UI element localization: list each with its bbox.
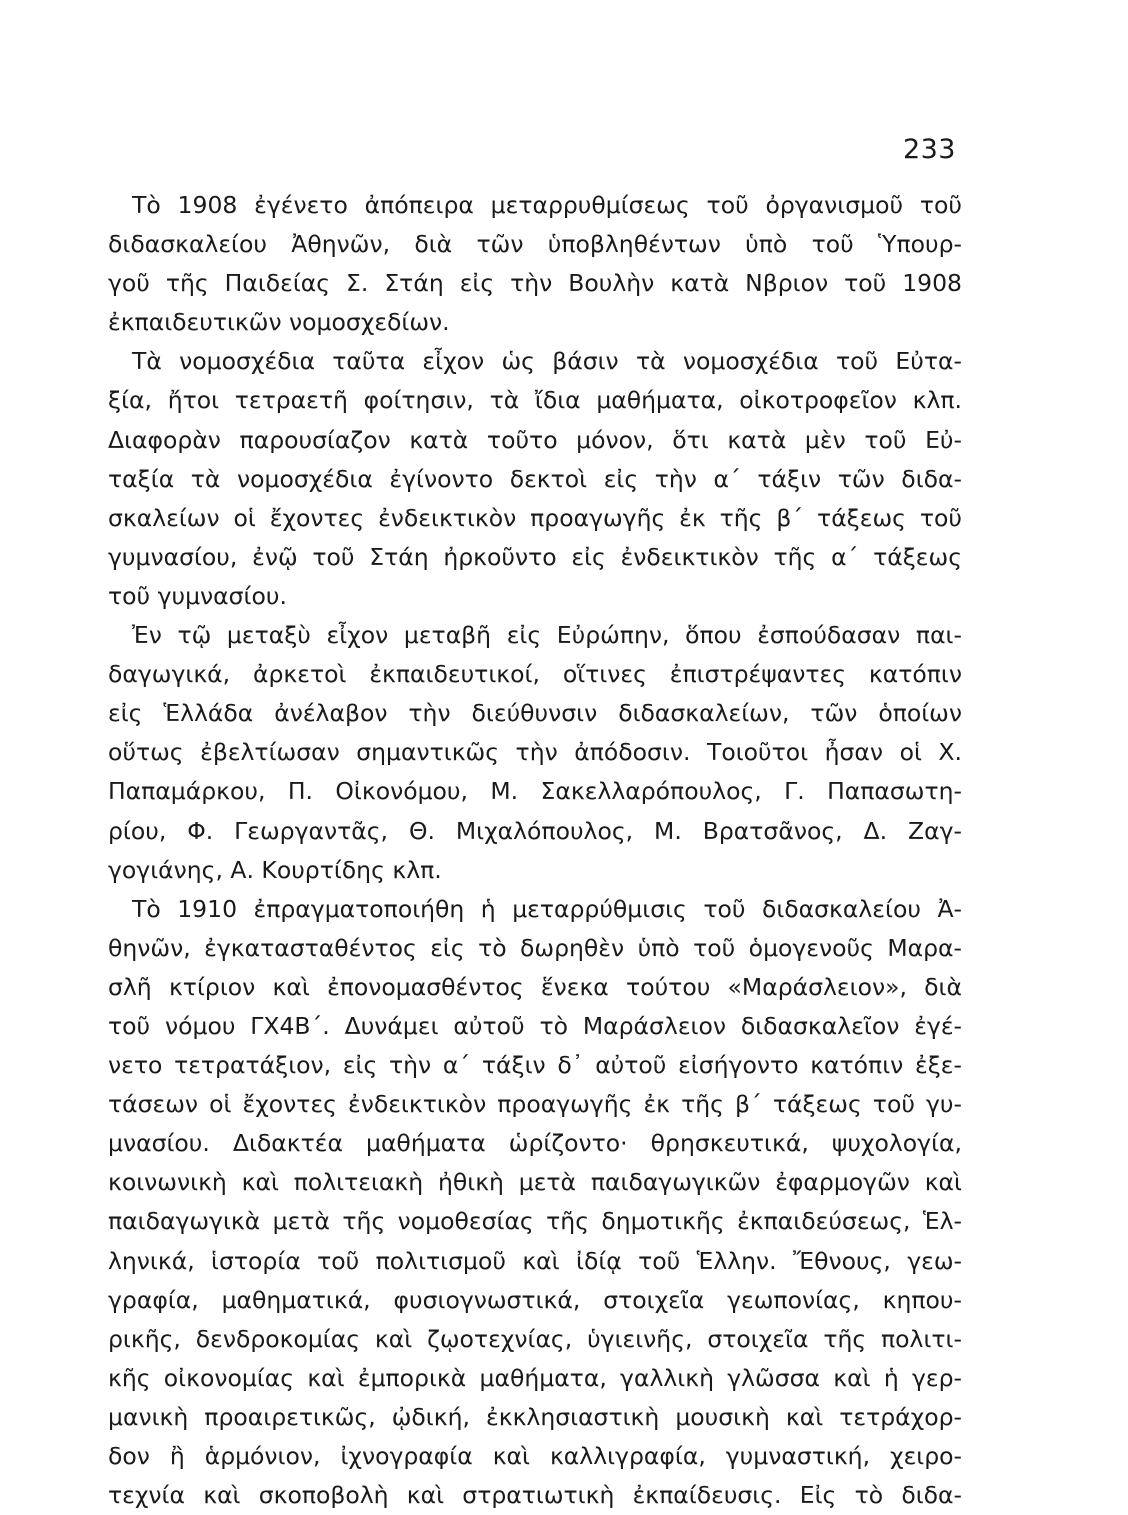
text-line: δαγωγικά, ἀρκετοὶ ἐκπαιδευτικοί, οἵτινες ἐπιστρέψαντες κατόπιν (108, 660, 962, 689)
body-text (108, 186, 962, 1515)
text-line: σκαλείων οἱ ἔχοντες ἐνδεικτικὸν προαγωγῆς ἐκ τῆς β΄ τάξεως τοῦ (108, 503, 962, 532)
text-line: ἐκπαιδευτικῶν νομοσχεδίων. (108, 308, 450, 337)
text-line: τοῦ γυμνασίου. (108, 581, 287, 610)
text-line: δον ἢ ἁρμόνιον, ἰχνογραφία καὶ καλλιγραφία, γυμναστική, χειρο- (108, 1442, 962, 1470)
text-line: γοῦ τῆς Παιδείας Σ. Στάη εἰς τὴν Βουλὴν κατὰ Νβριον τοῦ 1908 (108, 269, 962, 298)
page-number: 233 (902, 134, 956, 165)
text-line: τοῦ νόμου ΓΧ4Β΄. Δυνάμει αὐτοῦ τὸ Μαράσλειον διδασκαλεῖον ἐγέ- (108, 1011, 962, 1040)
text-line: παιδαγωγικὰ μετὰ τῆς νομοθεσίας τῆς δημοτικῆς ἐκπαιδεύσεως, Ἑλ- (108, 1207, 962, 1236)
text-line: Τὸ 1910 ἐπραγματοποιήθη ἡ μεταρρύθμισις τοῦ διδασκαλείου Ἀ- (132, 894, 962, 923)
text-line: Διαφορὰν παρουσίαζον κατὰ τοῦτο μόνον, ὅτι κατὰ μὲν τοῦ Εὐ- (108, 425, 962, 454)
text-line: μανικὴ προαιρετικῶς, ᾠδική, ἐκκλησιαστικὴ μουσικὴ καὶ τετράχορ- (108, 1402, 962, 1431)
text-line: θηνῶν, ἐγκατασταθέντος εἰς τὸ δωρηθὲν ὑπὸ τοῦ ὁμογενοῦς Μαρα- (108, 933, 962, 962)
text-line: εἰς Ἑλλάδα ἀνέλαβον τὴν διεύθυνσιν διδασκαλείων, τῶν ὁποίων (108, 699, 962, 728)
text-line: οὕτως ἐβελτίωσαν σημαντικῶς τὴν ἀπόδοσιν. Τοιοῦτοι ἦσαν οἱ Χ. (108, 738, 962, 767)
text-line: Ἐν τῷ μεταξὺ εἶχον μεταβῆ εἰς Εὐρώπην, ὅπου ἐσπούδασαν παι- (132, 621, 962, 650)
text-line: ρίου, Φ. Γεωργαντᾶς, Θ. Μιχαλόπουλος, Μ. Βρατσᾶνος, Δ. Ζαγ- (108, 816, 962, 845)
text-line: νετο τετρατάξιον, εἰς τὴν α΄ τάξιν δ᾽ αὐτοῦ εἰσήγοντο κατόπιν ἐξε- (108, 1051, 962, 1080)
text-line: ταξία τὰ νομοσχέδια ἐγίνοντο δεκτοὶ εἰς τὴν α΄ τάξιν τῶν διδα- (108, 464, 962, 493)
text-line: τάσεων οἱ ἔχοντες ἐνδεικτικὸν προαγωγῆς ἐκ τῆς β΄ τάξεως τοῦ γυ- (108, 1090, 962, 1119)
text-line: κῆς οἰκονομίας καὶ ἐμπορικὰ μαθήματα, γαλλικὴ γλῶσσα καὶ ἡ γερ- (108, 1363, 962, 1392)
text-line: σλῆ κτίριον καὶ ἐπονομασθέντος ἕνεκα τούτου «Μαράσλειον», διὰ (108, 972, 962, 1001)
text-line: κοινωνικὴ καὶ πολιτειακὴ ἠθικὴ μετὰ παιδαγωγικῶν ἐφαρμογῶν καὶ (108, 1168, 962, 1197)
text-line: μνασίου. Διδακτέα μαθήματα ὡρίζοντο· θρησκευτικά, ψυχολογία, (108, 1129, 962, 1158)
text-line: γραφία, μαθηματικά, φυσιογνωστικά, στοιχεῖα γεωπονίας, κηπου- (108, 1285, 962, 1314)
text-line: ρικῆς, δενδροκομίας καὶ ζῳοτεχνίας, ὑγιεινῆς, στοιχεῖα τῆς πολιτι- (108, 1324, 962, 1353)
text-line: τεχνία καὶ σκοποβολὴ καὶ στρατιωτικὴ ἐκπαίδευσις. Εἰς τὸ διδα- (108, 1481, 962, 1510)
text-line: Τὰ νομοσχέδια ταῦτα εἶχον ὡς βάσιν τὰ νομοσχέδια τοῦ Εὐτα- (132, 347, 962, 376)
text-line: γογιάνης, Α. Κουρτίδης κλπ. (108, 855, 442, 884)
text-line: ξία, ἤτοι τετραετῆ φοίτησιν, τὰ ἴδια μαθήματα, οἰκοτροφεῖον κλπ. (108, 386, 962, 415)
text-line: Παπαμάρκου, Π. Οἰκονόμου, Μ. Σακελλαρόπουλος, Γ. Παπασωτη- (108, 777, 962, 806)
text-line: γυμνασίου, ἐνῷ τοῦ Στάη ἠρκοῦντο εἰς ἐνδεικτικὸν τῆς α΄ τάξεως (108, 542, 962, 571)
text-line: Τὸ 1908 ἐγένετο ἀπόπειρα μεταρρυθμίσεως τοῦ ὀργανισμοῦ τοῦ (132, 191, 962, 219)
text-line: ληνικά, ἱστορία τοῦ πολιτισμοῦ καὶ ἰδίᾳ τοῦ Ἑλλην. Ἔθνους, γεω- (108, 1246, 962, 1275)
text-line: διδασκαλείου Ἀθηνῶν, διὰ τῶν ὑποβληθέντων ὑπὸ τοῦ Ὑπουρ- (108, 230, 962, 259)
